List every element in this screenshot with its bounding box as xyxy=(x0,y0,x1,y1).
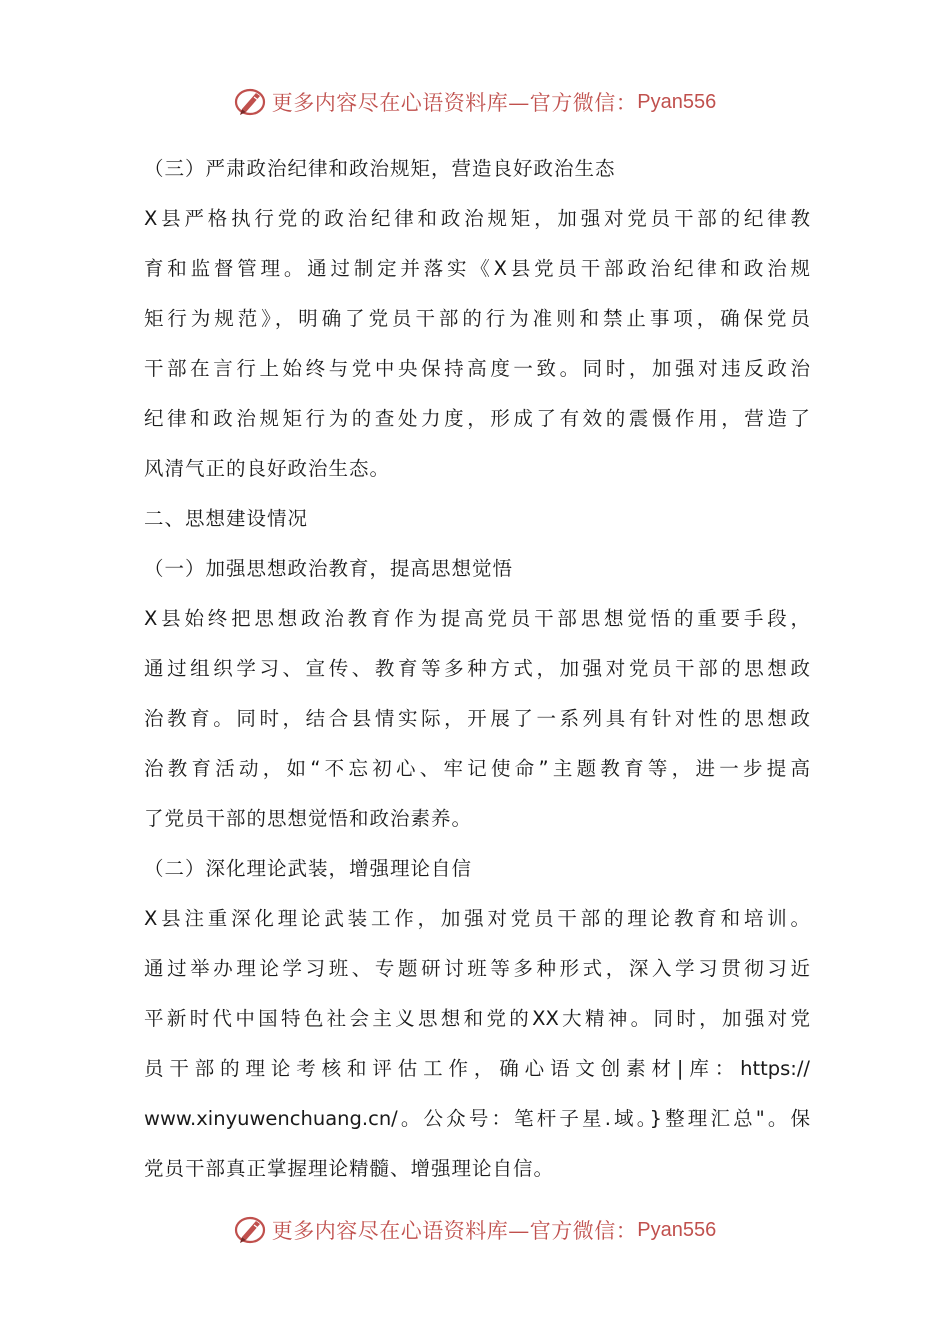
chapter-heading: 二、思想建设情况 xyxy=(144,507,309,530)
paragraph-line: 通过举办理论学习班、专题研讨班等多种形式，深入学习贯彻习近 xyxy=(144,957,810,980)
pen-logo-icon xyxy=(234,1213,268,1247)
paragraph-line: X县严格执行党的政治纪律和政治规矩，加强对党员干部的纪律教 xyxy=(144,207,810,230)
paragraph-line-last: 党员干部真正掌握理论精髓、增强理论自信。 xyxy=(144,1157,555,1180)
paragraph-line-last: 了党员干部的思想觉悟和政治素养。 xyxy=(144,807,473,830)
paragraph-line: 育和监督管理。通过制定并落实《X县党员干部政治纪律和政治规 xyxy=(144,257,810,280)
header-banner xyxy=(0,82,950,122)
header-banner-text: 更多内容尽在心语资料库—官方微信： xyxy=(271,91,638,115)
footer-banner xyxy=(0,1210,950,1250)
pen-logo-icon xyxy=(234,85,268,119)
section-heading: （三）严肃政治纪律和政治规矩，营造良好政治生态 xyxy=(144,157,616,180)
paragraph-line: 通过组织学习、宣传、教育等多种方式，加强对党员干部的思想政 xyxy=(144,657,810,680)
paragraph-line: 治教育。同时，结合县情实际，开展了一系列具有针对性的思想政 xyxy=(144,707,810,730)
paragraph-line: X县注重深化理论武装工作，加强对党员干部的理论教育和培训。 xyxy=(144,907,810,930)
section-heading: （二）深化理论武装，增强理论自信 xyxy=(144,857,473,880)
paragraph-line: 治教育活动，如“不忘初心、牢记使命”主题教育等，进一步提高 xyxy=(144,757,810,780)
paragraph-line: 干部在言行上始终与党中央保持高度一致。同时，加强对违反政治 xyxy=(144,357,810,380)
paragraph-line-last: 风清气正的良好政治生态。 xyxy=(144,457,391,480)
paragraph-line: www.xinyuwenchuang.cn/。公众号：笔杆子星.域。}整理汇总"。保 xyxy=(144,1107,810,1130)
header-banner-wechat-id: Pyan556 xyxy=(637,90,717,113)
paragraph-line: X县始终把思想政治教育作为提高党员干部思想觉悟的重要手段， xyxy=(144,607,810,630)
section-heading: （一）加强思想政治教育，提高思想觉悟 xyxy=(144,557,514,580)
footer-banner-text: 更多内容尽在心语资料库—官方微信： xyxy=(271,1219,638,1243)
document-body xyxy=(144,144,810,1194)
paragraph-line: 员干部的理论考核和评估工作，确心语文创素材|库：https:// xyxy=(144,1057,810,1080)
paragraph-line: 纪律和政治规矩行为的查处力度，形成了有效的震慑作用，营造了 xyxy=(144,407,810,430)
paragraph-line: 矩行为规范》，明确了党员干部的行为准则和禁止事项，确保党员 xyxy=(144,307,810,330)
footer-banner-wechat-id: Pyan556 xyxy=(637,1218,717,1241)
paragraph-line: 平新时代中国特色社会主义思想和党的XX大精神。同时，加强对党 xyxy=(144,1007,810,1030)
